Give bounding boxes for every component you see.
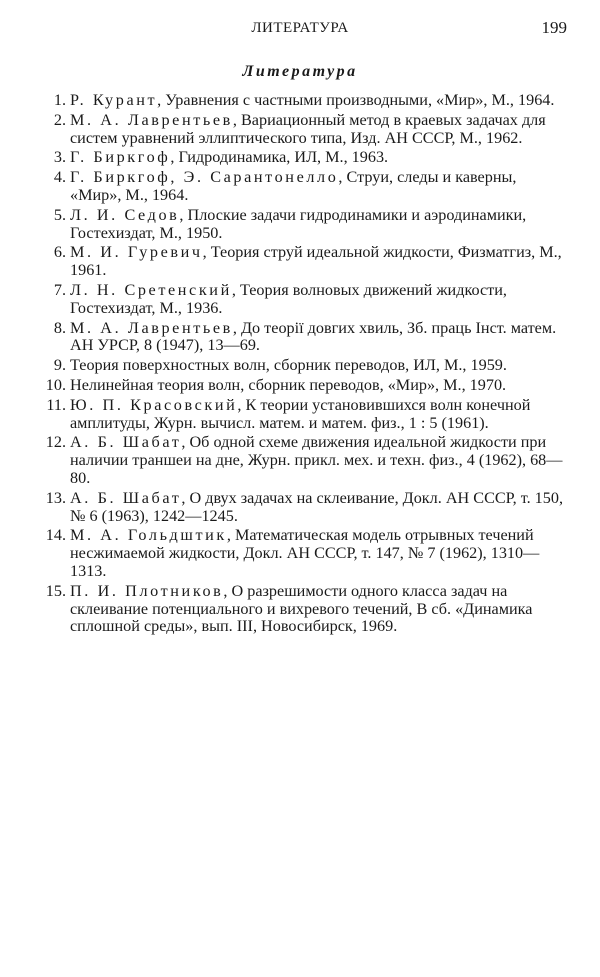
reference-item <box>30 490 570 526</box>
reference-item <box>30 527 570 580</box>
reference-text: , Об одной схеме движения идеальной жидкости при наличии траншеи на дне, Журн. прикл. мех. и техн. физ., 4 (1962), 68—80. <box>70 433 563 487</box>
reference-item <box>30 149 570 167</box>
reference-author: М. А. Лаврентьев <box>70 318 233 337</box>
reference-author: Л. И. Седов <box>70 205 180 224</box>
reference-text: Теория поверхностных волн, сборник переводов, ИЛ, М., 1959. <box>70 356 507 375</box>
reference-text: , Струи, следы и каверны, «Мир», М., 1964. <box>70 168 517 204</box>
reference-author: Р. Курант <box>70 91 158 109</box>
reference-number: 11. <box>46 395 66 414</box>
reference-text: , Уравнения с частными производными, «Мир», М., 1964. <box>157 91 555 109</box>
reference-item <box>30 434 570 487</box>
reference-item <box>30 320 570 356</box>
reference-author: Л. Н. Сретенский <box>70 280 232 299</box>
section-title: Литература <box>242 63 358 80</box>
reference-item <box>30 377 570 395</box>
reference-number: 10. <box>45 375 66 394</box>
reference-list <box>30 92 570 638</box>
reference-author: М. А. Гольдштик <box>70 526 227 545</box>
reference-item <box>30 169 570 205</box>
reference-author: А. Б. Шабат <box>70 488 182 507</box>
reference-item <box>30 282 570 318</box>
reference-number: 6. <box>53 243 66 262</box>
reference-item <box>30 397 570 433</box>
reference-number: 15. <box>45 581 66 600</box>
reference-item <box>30 92 570 110</box>
reference-number: 2. <box>53 110 66 129</box>
reference-number: 5. <box>53 205 66 224</box>
reference-author: А. Б. Шабат <box>70 433 182 452</box>
reference-text: , Теория волновых движений жидкости, Гостехиздат, М., 1936. <box>70 280 507 317</box>
reference-item <box>30 207 570 243</box>
reference-author: П. И. Плотников <box>70 581 224 600</box>
reference-item <box>30 357 570 375</box>
reference-number: 14. <box>45 526 66 545</box>
reference-author: М. И. Гуревич <box>70 243 203 262</box>
reference-number: 1. <box>53 91 66 109</box>
reference-text: , О разрешимости одного класса задач на склеивание потенциального и вихревого течений, В сб. «Динамика сплошной среды», вып. III, Новосибирск, 1969. <box>70 581 533 636</box>
reference-text: , Математическая модель отрывных течений несжимаемой жидкости, Докл. АН СССР, т. 147, № 7 (1962), 1310—1313. <box>70 526 540 580</box>
reference-text: , Вариационный метод в краевых задачах для систем уравнений эллиптического типа, Изд. АН СССР, М., 1962. <box>70 110 546 147</box>
reference-author: Г. Биркгоф, Э. Сарантонелло <box>70 168 339 187</box>
reference-number: 8. <box>53 318 66 337</box>
reference-text: , Гидродинамика, ИЛ, М., 1963. <box>170 148 389 167</box>
reference-item <box>30 112 570 148</box>
reference-text: , О двух задачах на склеивание, Докл. АН СССР, т. 150, № 6 (1963), 1242—1245. <box>70 488 564 525</box>
reference-text: Нелинейная теория волн, сборник переводов, «Мир», М., 1970. <box>70 375 507 394</box>
reference-item <box>30 583 570 636</box>
reference-text: , Плоские задачи гидродинамики и аэродинамики, Гостехиздат, М., 1950. <box>70 205 527 242</box>
reference-author: Г. Биркгоф <box>70 148 171 167</box>
page-header <box>0 18 600 42</box>
running-title: ЛИТЕРАТУРА <box>251 20 349 36</box>
reference-item <box>30 244 570 280</box>
reference-number: 3. <box>53 148 66 167</box>
reference-number: 13. <box>45 488 66 507</box>
reference-number: 4. <box>53 168 66 187</box>
reference-text: , К теории установившихся волн конечной амплитуды, Журн. вычисл. матем. и матем. физ., 1 : 5 (1961). <box>70 395 531 432</box>
reference-number: 9. <box>53 356 66 375</box>
reference-number: 12. <box>45 433 66 452</box>
reference-author: Ю. П. Красовский <box>70 395 238 414</box>
reference-text: , До теорії довгих хвиль, Зб. праць Інст. матем. АН УРСР, 8 (1947), 13—69. <box>70 318 557 355</box>
page-number: 199 <box>541 18 567 37</box>
reference-author: М. А. Лаврентьев <box>70 110 233 129</box>
reference-number: 7. <box>53 280 66 299</box>
reference-text: , Теория струй идеальной жидкости, Физматгиз, М., 1961. <box>70 243 562 280</box>
